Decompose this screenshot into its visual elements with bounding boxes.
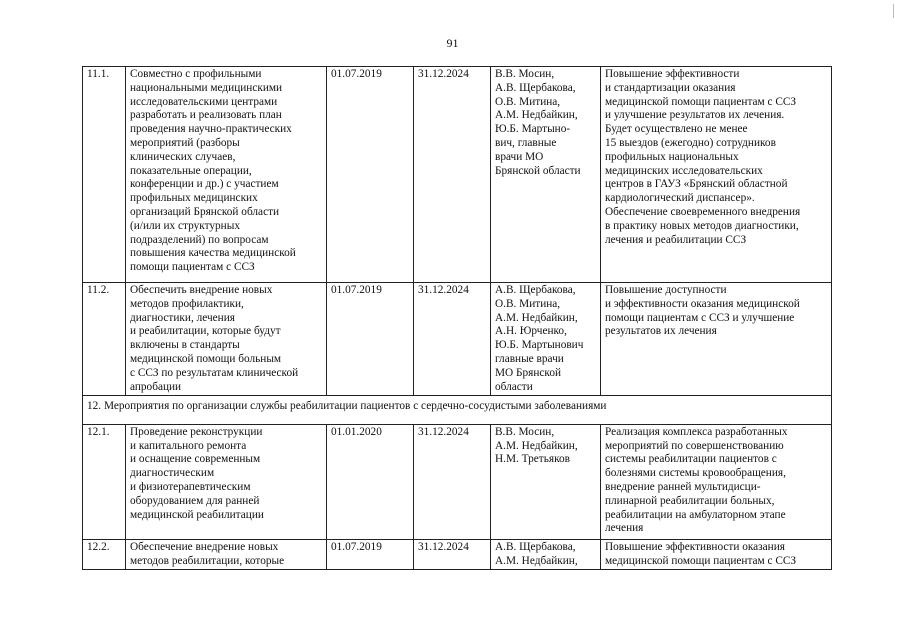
text-line: плинарной реабилитации больных,	[605, 494, 775, 507]
text-line: В.В. Мосин,	[495, 425, 555, 438]
text-line: конференции и др.) с участием	[130, 178, 279, 191]
text-line: профильных медицинских	[130, 192, 258, 205]
text-line: А.М. Недбайкин,	[495, 311, 578, 324]
table-row	[83, 283, 832, 396]
text-line: Обеспечение внедрение новых	[130, 540, 279, 553]
text-line: в практику новых методов диагностики,	[605, 219, 799, 232]
text-line: А.В. Щербакова,	[495, 540, 576, 553]
text-line: подразделений) по вопросам	[130, 233, 269, 246]
table-row	[83, 539, 832, 569]
expected-result-cell	[601, 283, 832, 396]
measure-description-cell	[126, 67, 327, 283]
text-line: врачи МО	[495, 150, 544, 163]
text-line: А.М. Недбайкин,	[495, 109, 578, 122]
text-line: разработать и реализовать план	[130, 109, 282, 122]
text-line: методов реабилитации, которые	[130, 554, 285, 567]
text-line: профильных национальных	[605, 150, 739, 163]
item-number-cell: 11.1.	[83, 67, 126, 283]
start-date-cell: 01.07.2019	[327, 67, 414, 283]
start-date-cell: 01.07.2019	[327, 283, 414, 396]
text-line: Повышение эффективности	[605, 68, 740, 80]
expected-result-cell	[601, 424, 832, 539]
text-line: организаций Брянской области	[130, 205, 280, 218]
expected-result-cell	[601, 67, 832, 283]
text-line: и физиотерапевтическим	[130, 480, 251, 493]
text-line: результатов их лечения	[605, 325, 717, 338]
text-line: медицинской помощи пациентам с ССЗ	[605, 554, 797, 567]
text-line: помощи пациентам с ССЗ и улучшение	[605, 311, 795, 324]
page-edge-mark	[893, 4, 894, 18]
text-line: главные врачи	[495, 352, 564, 365]
text-line: системы реабилитации пациентов с	[605, 453, 777, 466]
end-date-cell: 31.12.2024	[414, 539, 491, 569]
text-line: Обеспечить внедрение новых	[130, 284, 273, 296]
text-line: клинических случаев,	[130, 150, 236, 163]
item-number-cell: 12.2.	[83, 539, 126, 569]
responsible-persons-cell	[491, 424, 601, 539]
section-heading: 12. Мероприятия по организации службы реабилитации пациентов с сердечно-сосудистыми заболеваниями	[83, 396, 832, 425]
end-date-cell: 31.12.2024	[414, 283, 491, 396]
text-line: и оснащение современным	[130, 453, 261, 466]
table-row	[83, 67, 832, 283]
text-line: А.В. Щербакова,	[495, 284, 576, 296]
measures-table-body	[83, 67, 832, 570]
measure-description-cell	[126, 424, 327, 539]
expected-result-cell	[601, 539, 832, 569]
responsible-persons-cell	[491, 67, 601, 283]
text-line: лечения	[605, 522, 644, 535]
end-date-cell: 31.12.2024	[414, 67, 491, 283]
text-line: Ю.Б. Мартыно-	[495, 123, 571, 136]
text-line: Повышение эффективности оказания	[605, 540, 785, 553]
text-line: и улучшение результатов их лечения.	[605, 109, 785, 122]
text-line: А.М. Недбайкин,	[495, 554, 578, 567]
text-line: медицинской помощи больным	[130, 352, 282, 365]
text-line: мероприятий (разборы	[130, 136, 240, 149]
measures-table	[82, 66, 832, 570]
text-line: и эффективности оказания медицинской	[605, 297, 800, 310]
text-line: Ю.Б. Мартынович	[495, 339, 584, 352]
text-line: повышения качества медицинской	[130, 247, 296, 260]
text-line: Будет осуществлено не менее	[605, 123, 748, 136]
text-line: диагностическим	[130, 467, 215, 480]
text-line: включены в стандарты	[130, 339, 240, 352]
text-line: Повышение доступности	[605, 284, 727, 296]
text-line: вич, главные	[495, 136, 557, 149]
start-date-cell: 01.07.2019	[327, 539, 414, 569]
text-line: болезнями системы кровообращения,	[605, 467, 786, 480]
text-line: МО Брянской	[495, 366, 562, 379]
text-line: помощи пациентам с ССЗ	[130, 261, 255, 274]
text-line: 15 выездов (ежегодно) сотрудников	[605, 136, 776, 149]
text-line: Совместно с профильными	[130, 68, 262, 80]
text-line: исследовательскими центрами	[130, 95, 278, 108]
text-line: А.М. Недбайкин,	[495, 439, 578, 452]
text-line: медицинских исследовательских	[605, 164, 763, 177]
start-date-cell: 01.01.2020	[327, 424, 414, 539]
text-line: реабилитации на амбулаторном этапе	[605, 508, 786, 521]
measure-description-cell	[126, 283, 327, 396]
text-line: апробации	[130, 380, 182, 393]
section-row	[83, 396, 832, 425]
text-line: и капитального ремонта	[130, 439, 247, 452]
text-line: внедрение ранней мультидисци-	[605, 480, 761, 493]
text-line: национальными медицинскими	[130, 81, 283, 94]
page-number: 91	[446, 36, 459, 50]
text-line: медицинской реабилитации	[130, 508, 264, 521]
text-line: проведения научно-практических	[130, 123, 292, 136]
measure-description-cell	[126, 539, 327, 569]
text-line: области	[495, 380, 533, 393]
text-line: медицинской помощи пациентам с ССЗ	[605, 95, 797, 108]
text-line: оборудованием для ранней	[130, 494, 260, 507]
text-line: центров в ГАУЗ «Брянский областной	[605, 178, 788, 191]
text-line: мероприятий по совершенствованию	[605, 439, 784, 452]
text-line: показательные операции,	[130, 164, 252, 177]
text-line: диагностики, лечения	[130, 311, 235, 324]
text-line: и реабилитации, которые будут	[130, 325, 281, 338]
text-line: методов профилактики,	[130, 297, 244, 310]
text-line: А.В. Щербакова,	[495, 81, 576, 94]
text-line: Реализация комплекса разработанных	[605, 425, 788, 438]
text-line: Н.М. Третьяков	[495, 453, 570, 466]
item-number-cell: 11.2.	[83, 283, 126, 396]
table-row	[83, 424, 832, 539]
text-line: Брянской области	[495, 164, 581, 177]
text-line: О.В. Митина,	[495, 297, 561, 310]
responsible-persons-cell	[491, 539, 601, 569]
text-line: с ССЗ по результатам клинической	[130, 366, 299, 379]
text-line: О.В. Митина,	[495, 95, 561, 108]
text-line: А.Н. Юрченко,	[495, 325, 567, 338]
text-line: Обеспечение своевременного внедрения	[605, 205, 801, 218]
end-date-cell: 31.12.2024	[414, 424, 491, 539]
item-number-cell: 12.1.	[83, 424, 126, 539]
text-line: кардиологический диспансер».	[605, 192, 755, 205]
text-line: Проведение реконструкции	[130, 425, 263, 438]
responsible-persons-cell	[491, 283, 601, 396]
text-line: и стандартизации оказания	[605, 81, 736, 94]
text-line: (и/или их структурных	[130, 219, 240, 232]
text-line: В.В. Мосин,	[495, 68, 555, 80]
text-line: лечения и реабилитации ССЗ	[605, 233, 747, 246]
